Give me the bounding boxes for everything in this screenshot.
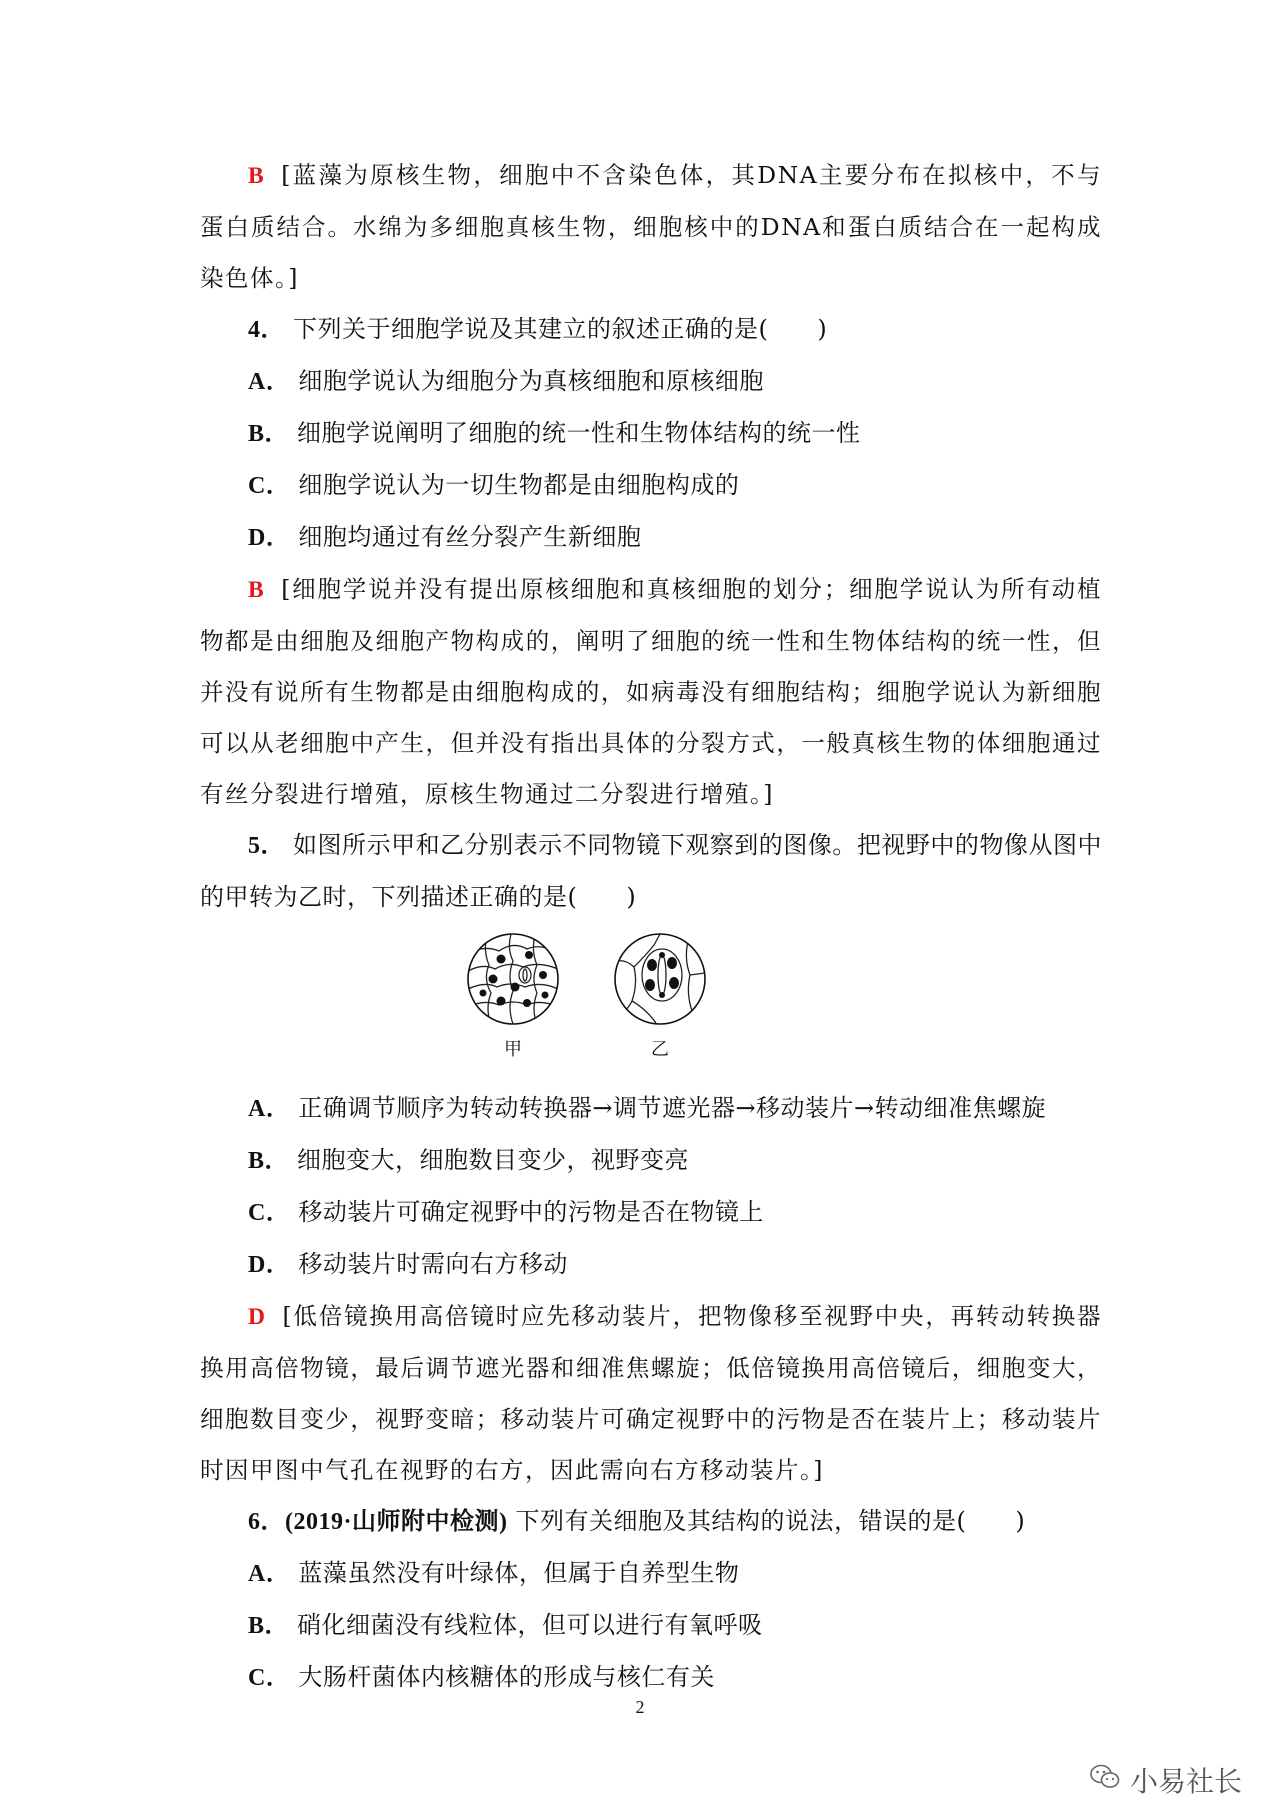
- option-letter: D．: [248, 1252, 291, 1278]
- option-text: 细胞学说阐明了细胞的统一性和生物体结构的统一性: [297, 419, 861, 447]
- question-paragraph: [200, 820, 1102, 923]
- microscope-figure: [200, 931, 1102, 1079]
- option-letter: A．: [248, 1096, 291, 1122]
- wechat-icon: [1090, 1764, 1120, 1797]
- option-letter: B．: [248, 1613, 290, 1639]
- figure-jia: [458, 931, 568, 1063]
- answer-key: B: [248, 163, 266, 189]
- option-text: 移动装片时需向右方移动: [298, 1250, 568, 1278]
- question-text: 下列有关细胞及其结构的说法，错误的是( ): [515, 1507, 1026, 1535]
- answer-text: [细胞学说并没有提出原核细胞和真核细胞的划分；细胞学说认为所有动植物都是由细胞及细胞产物构成的，阐明了细胞的统一性和生物体结构的统一性，但并没有说所有生物都是由细胞构成的，如病毒没有细胞结构；细胞学说认为新细胞可以从老细胞中产生，但并没有指出具体的分裂方式，一般真核生物的体细胞通过有丝分裂进行增殖，原核生物通过二分裂进行增殖。]: [200, 575, 1102, 808]
- option-paragraph: [200, 408, 1102, 460]
- answer-paragraph: [200, 1291, 1102, 1496]
- option-text: 正确调节顺序为转动转换器→调节遮光器→移动装片→转动细准焦螺旋: [298, 1094, 1047, 1122]
- option-letter: C．: [248, 1665, 291, 1691]
- question-number: 6．(2019·山师附中检测): [248, 1509, 508, 1535]
- document-page: [200, 150, 1102, 1704]
- caption-yi: 乙: [651, 1039, 669, 1060]
- question-number: 4．: [248, 317, 285, 343]
- page-number: 2: [635, 1697, 645, 1717]
- option-text: 蓝藻虽然没有叶绿体，但属于自养型生物: [298, 1559, 740, 1587]
- question-paragraph: [200, 1496, 1102, 1548]
- high-power-field-drawing: [612, 931, 708, 1027]
- option-letter: D．: [248, 525, 291, 551]
- answer-paragraph: [200, 564, 1102, 820]
- answer-key: B: [248, 577, 266, 603]
- option-paragraph: [200, 1600, 1102, 1652]
- caption-jia: 甲: [504, 1039, 522, 1060]
- option-text: 大肠杆菌体内核糖体的形成与核仁有关: [298, 1663, 715, 1691]
- option-text: 硝化细菌没有线粒体，但可以进行有氧呼吸: [297, 1611, 763, 1639]
- question-paragraph: [200, 304, 1102, 356]
- option-letter: A．: [248, 1561, 291, 1587]
- answer-paragraph: [200, 150, 1102, 304]
- option-text: 细胞学说认为细胞分为真核细胞和原核细胞: [298, 367, 764, 395]
- question-number: 5．: [248, 833, 286, 859]
- option-paragraph: [200, 512, 1102, 564]
- watermark: [1090, 1760, 1242, 1800]
- low-power-field-drawing: [465, 931, 561, 1027]
- option-paragraph: [200, 1135, 1102, 1187]
- answer-text: [蓝藻为原核生物，细胞中不含染色体，其DNA主要分布在拟核中，不与蛋白质结合。水绵为多细胞真核生物，细胞核中的DNA和蛋白质结合在一起构成染色体。]: [200, 161, 1102, 292]
- option-paragraph: [200, 1239, 1102, 1291]
- option-text: 细胞均通过有丝分裂产生新细胞: [298, 523, 642, 551]
- option-paragraph: [200, 356, 1102, 408]
- option-text: 细胞变大，细胞数目变少，视野变亮: [297, 1146, 690, 1174]
- question-text: 下列关于细胞学说及其建立的叙述正确的是( ): [293, 315, 828, 343]
- option-letter: A．: [248, 369, 291, 395]
- option-paragraph: [200, 460, 1102, 512]
- question-text: 如图所示甲和乙分别表示不同物镜下观察到的图像。把视野中的物像从图中的甲转为乙时，下列描述正确的是( ): [200, 831, 1102, 911]
- option-paragraph: [200, 1187, 1102, 1239]
- watermark-text: 小易社长: [1130, 1765, 1243, 1798]
- option-paragraph: [200, 1548, 1102, 1600]
- figure-yi: [605, 931, 715, 1063]
- option-letter: B．: [248, 1148, 290, 1174]
- option-letter: B．: [248, 421, 290, 447]
- option-paragraph: [200, 1083, 1102, 1135]
- option-letter: C．: [248, 473, 291, 499]
- option-text: 移动装片可确定视野中的污物是否在物镜上: [298, 1198, 764, 1226]
- answer-key: D: [248, 1304, 267, 1330]
- option-letter: C．: [248, 1200, 291, 1226]
- option-text: 细胞学说认为一切生物都是由细胞构成的: [298, 471, 740, 499]
- answer-text: [低倍镜换用高倍镜时应先移动装片，把物像移至视野中央，再转动转换器换用高倍物镜，最后调节遮光器和细准焦螺旋；低倍镜换用高倍镜后，细胞变大，细胞数目变少，视野变暗；移动装片可确定视野中的污物是否在装片上；移动装片时因甲图中气孔在视野的右方，因此需向右方移动装片。]: [200, 1302, 1102, 1484]
